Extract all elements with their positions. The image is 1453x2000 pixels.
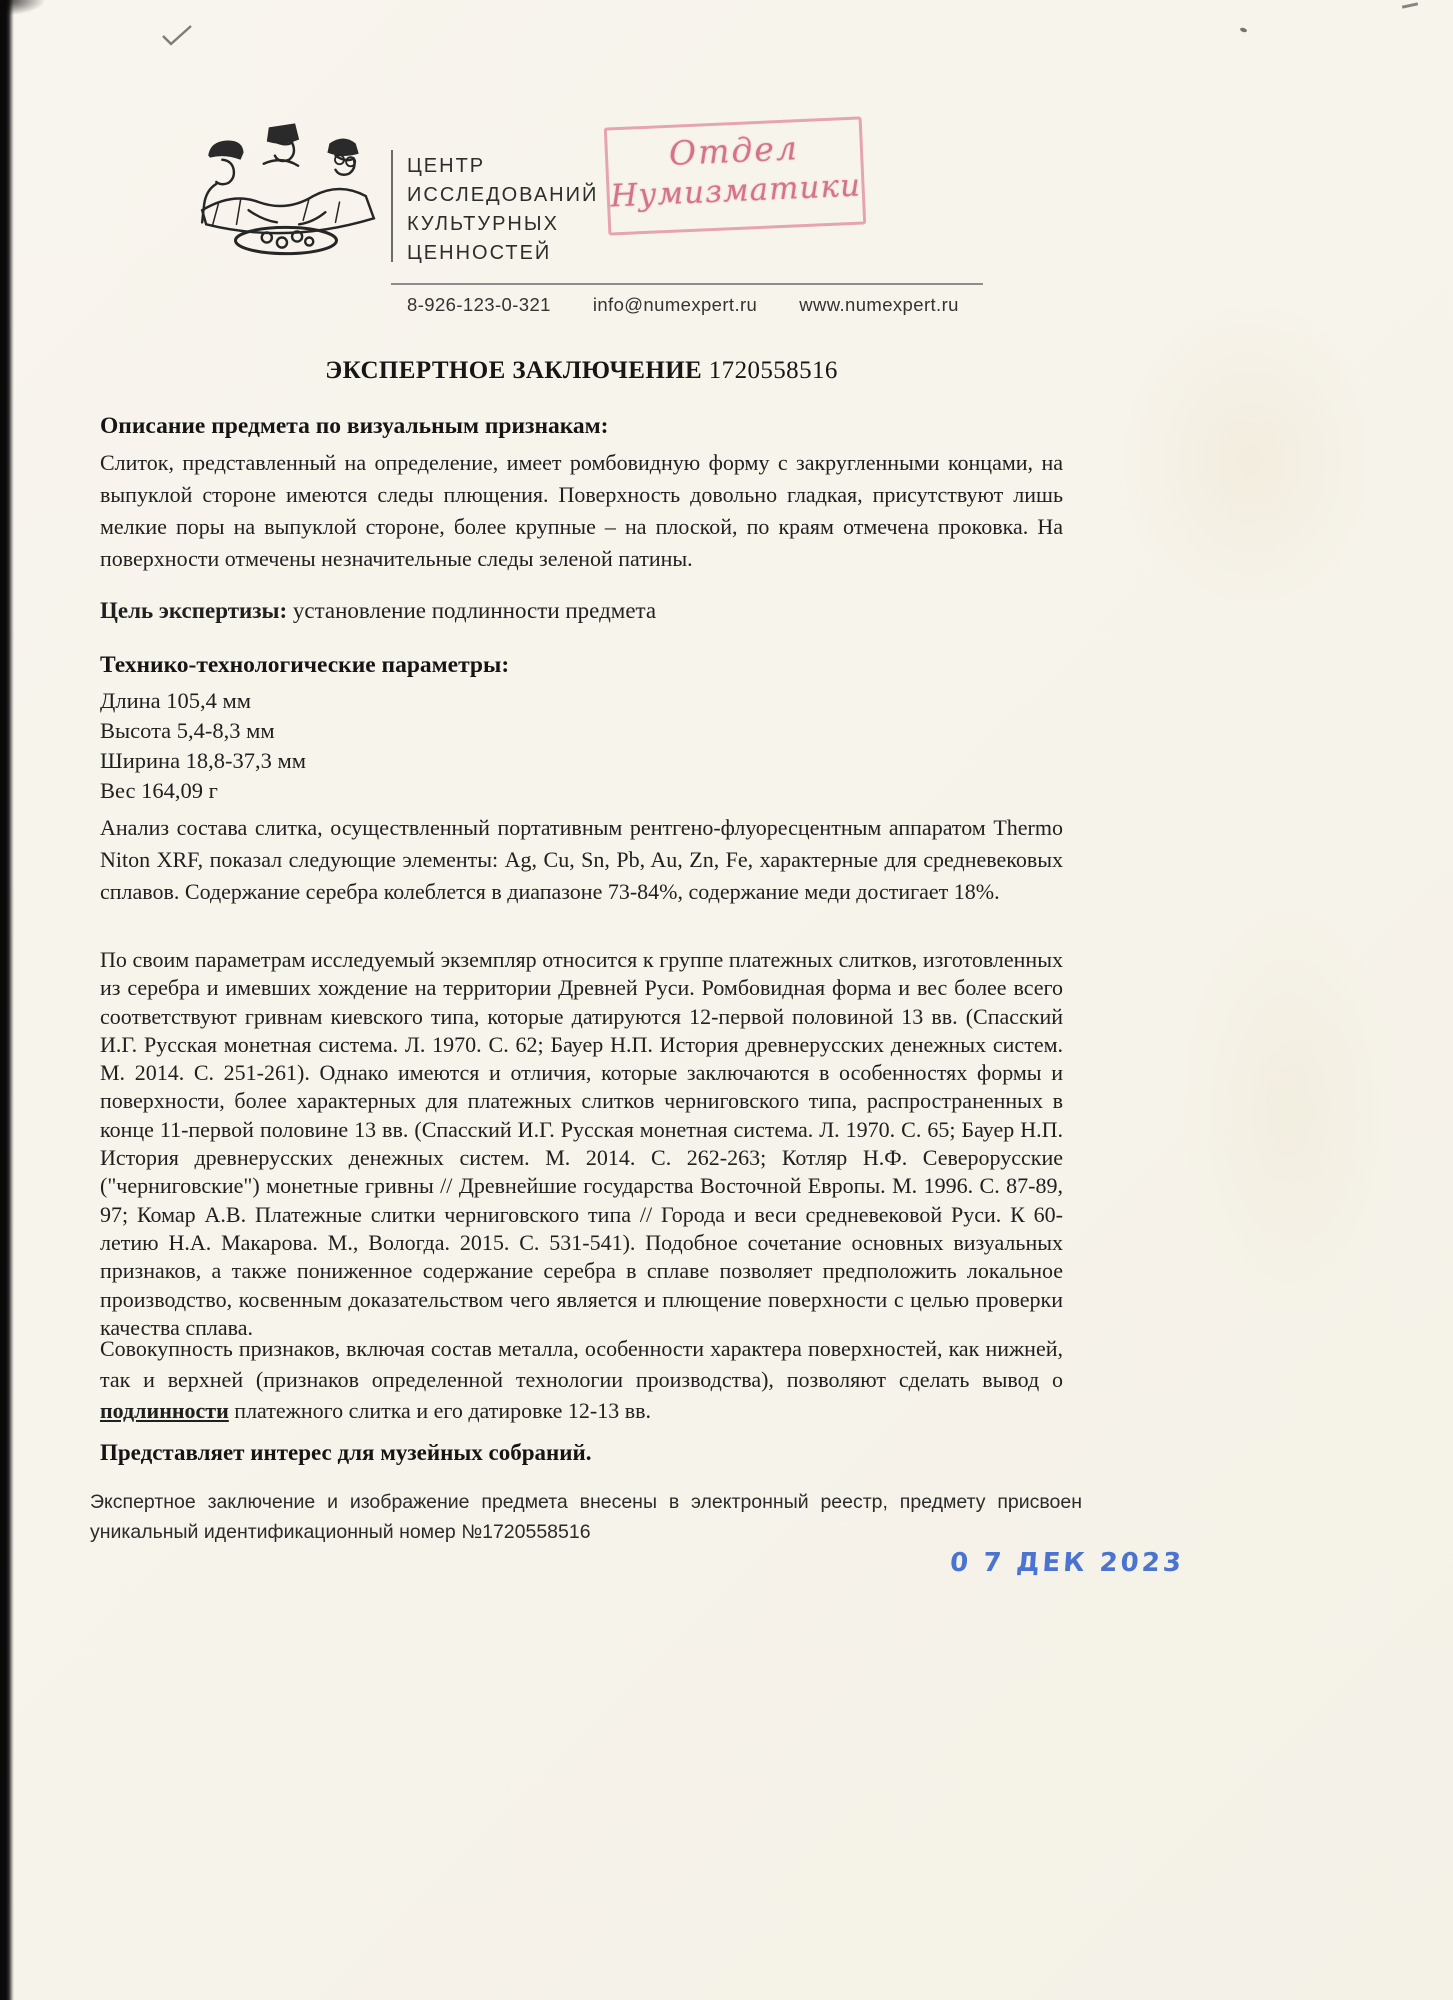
paragraph-analysis: Анализ состава слитка, осуществленный портативным рентгено-флуоресцентным аппаратом Thermo Niton XRF, показал следующие элементы: Ag, Cu, Sn, Pb, Au, Zn, Fe, характерные для средневековых сплавов. Содержание серебра колеблется в диапазоне 73-84%, содержание меди достигает 18%. xyxy=(100,815,1063,904)
purpose-line xyxy=(100,598,1063,624)
org-name xyxy=(407,152,598,268)
param-height: Высота 5,4-8,3 мм xyxy=(100,718,275,743)
paragraph-attribution: По своим параметрам исследуемый экземпляр относится к группе платежных слитков, изготовленных из серебра и имевших хождение на территории Древней Руси. Ромбовидная форма и вес более всего соответствуют гривнам киевского типа, которые датируются 12-первой половиной 13 вв. (Спасский И.Г. Русская монетная система. Л. 1970. С. 62; Бауер Н.П. История древнерусских денежных систем. М. 2014. С. 251-261). Однако имеются и отличия, которые заключаются в особенностях формы и поверхности, более характерных для платежных слитков черниговского типа, распространенных в конце 11-первой половине 13 вв. (Спасский И.Г. Русская монетная система. Л. 1970. С. 65; Бауер Н.П. История древнерусских денежных систем. М. 2014. С. 262-263; Котляр Н.Ф. Северорусские ("черниговские") монетные гривны // Древнейшие государства Восточной Европы. М. 1996. С. 87-89, 97; Комар А.В. Платежные слитки черниговского типа // Города и веси средневековой Руси. К 60-летию Н.А. Макарова. М., Вологда. 2015. С. 531-541). Подобное сочетание основных визуальных признаков, а также пониженное содержание серебра в сплаве позволяет предположить локальное производство, косвенным доказательством чего является и плющение поверхности с целью проверки качества сплава. xyxy=(100,947,1063,1340)
document-number: 1720558516 xyxy=(708,357,838,384)
org-name-line-1: ЦЕНТР xyxy=(407,155,486,177)
paragraph-conclusion xyxy=(100,1333,1063,1426)
speck-artifact xyxy=(1240,27,1248,33)
tech-params-list xyxy=(100,686,1063,806)
email-address: info@numexpert.ru xyxy=(592,294,758,315)
param-width: Ширина 18,8-37,3 мм xyxy=(100,748,307,773)
paper-stain-2 xyxy=(1180,900,1400,1320)
purpose-label: Цель экспертизы: xyxy=(100,598,288,623)
phone-number: 8-926-123-0-321 xyxy=(407,294,551,315)
section-heading-tech-params: Технико-технологические параметры: xyxy=(100,652,510,678)
registry-footnote: Экспертное заключение и изображение предмета внесены в электронный реестр, предмету присвоен уникальный идентификационный номер №1720558516 xyxy=(90,1491,1082,1543)
header-divider-vertical xyxy=(391,150,393,262)
document-title xyxy=(100,357,1063,385)
conclusion-text-after: платежного слитка и его датировке 12-13 вв. xyxy=(228,1398,652,1423)
org-name-line-4: ЦЕННОСТЕЙ xyxy=(407,242,552,264)
museum-interest-line: Представляет интерес для музейных собраний. xyxy=(100,1440,592,1465)
org-name-line-3: КУЛЬТУРНЫХ xyxy=(407,213,559,235)
scan-corner-artifact xyxy=(0,0,46,16)
logo-illustration xyxy=(188,116,386,262)
stamp-line-2: Нумизматики xyxy=(609,167,862,215)
contact-row xyxy=(407,294,959,316)
org-name-line-2: ИССЛЕДОВАНИЙ xyxy=(407,184,599,206)
numismatists-engraving-icon xyxy=(188,116,386,262)
website-url: www.numexpert.ru xyxy=(799,294,959,315)
paper-stain xyxy=(1120,300,1380,620)
pen-mark-artifact xyxy=(160,22,196,53)
numismatics-department-stamp xyxy=(604,116,866,235)
param-length: Длина 105,4 мм xyxy=(100,688,251,713)
header-divider-horizontal xyxy=(391,283,983,285)
scan-edge-artifact xyxy=(0,0,14,2000)
stamp-line-1: Отдел xyxy=(668,128,800,173)
section-heading-description: Описание предмета по визуальным признакам: xyxy=(100,413,609,439)
paragraph-description: Слиток, представленный на определение, имеет ромбовидную форму с закругленными концами, на выпуклой стороне имеются следы плющения. Поверхность довольно гладкая, присутствуют лишь мелкие поры на выпуклой стороне, более крупные – на плоской, по краям отмечена проковка. На поверхности отмечены незначительные следы зеленой патины. xyxy=(100,450,1063,571)
purpose-value: установление подлинности предмета xyxy=(287,598,657,623)
param-weight: Вес 164,09 г xyxy=(100,778,218,803)
conclusion-text-before: Совокупность признаков, включая состав металла, особенности характера поверхностей, как нижней, так и верхней (признаков определенной технологии производства), позволяют сделать вывод о xyxy=(100,1336,1063,1392)
document-title-label: ЭКСПЕРТНОЕ ЗАКЛЮЧЕНИЕ xyxy=(325,357,703,384)
date-stamp: 0 7 ДЕК 2023 xyxy=(948,1548,1185,1578)
speck-artifact-2 xyxy=(1402,2,1418,8)
conclusion-emphasis: подлинности xyxy=(100,1398,229,1423)
